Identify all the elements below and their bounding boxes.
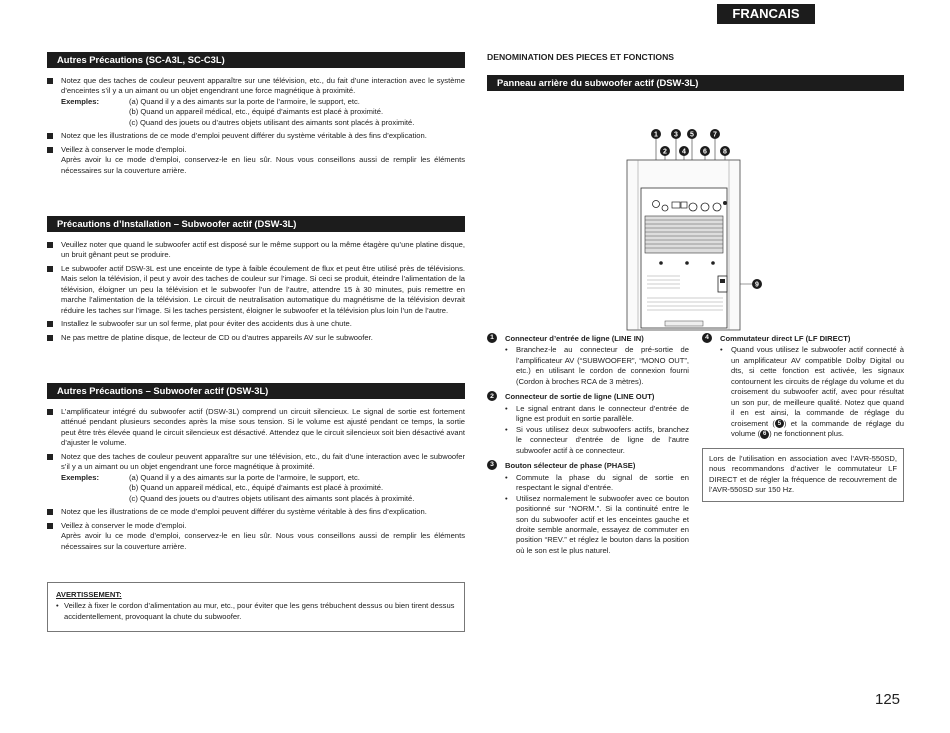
example-line: (a) Quand il y a des aimants sur la porte de l’armoire, le support, etc. xyxy=(129,96,360,106)
list-item: Notez que des taches de couleur peuvent apparaître sur une télévision, etc., du fait d’une interaction avec le subwoofer s’il y a un aimant ou un objet engendrant une force magnétique à proximité. Exemples: (a) Quand il y a des aimants sur la porte de l’armoire, le support, etc. (b) Quand un appareil médical, etc., équipé d’aimants est placé à proximité. (c) Quand des jouets ou d’autres objets utilisant des aimants sont placés à proximité. xyxy=(47,452,465,504)
language-tab: FRANCAIS xyxy=(717,4,815,24)
item-phase xyxy=(487,461,689,556)
item-number-badge: 2 xyxy=(487,391,497,401)
examples-label: Exemples: xyxy=(61,472,99,482)
list-item: Veillez à conserver le mode d’emploi. Après avoir lu ce mode d’emploi, conservez-le en lieu sûr. Nous vous conseillons aussi de remplir les éléments nécessaires sur la couverture arrière. xyxy=(47,521,465,552)
ref-number: 6 xyxy=(760,430,769,439)
list-item: Notez que les illustrations de ce mode d’emploi peuvent différer du système véritable à des fins d’explication. xyxy=(47,131,465,141)
callout-2: 2 xyxy=(663,148,667,156)
list-item: Installez le subwoofer sur un sol ferme, plat pour éviter des accidents dus à une chute. xyxy=(47,319,465,329)
warning-title: AVERTISSEMENT: xyxy=(56,590,122,599)
item-title: Connecteur d’entrée de ligne (LINE IN) xyxy=(505,334,644,343)
item-point: • Le signal entrant dans le connecteur d’entrée de ligne est produit en sortie parallèle. xyxy=(505,404,689,425)
callout-9: 9 xyxy=(755,281,759,289)
item-number-badge: 1 xyxy=(487,333,497,343)
callout-7: 7 xyxy=(713,131,717,139)
item-list-left xyxy=(487,334,689,561)
list-item: Le subwoofer actif DSW-3L est une enceinte de type à faible écoulement de flux et peut être utilisé près de télévisions. Mais selon la télévision, il peut y avoir des taches de couleur sur l’image. Si ceci se produit, éteindre l’alimentation de la télévision, éloigner un peu la télévision et le subwoofer l’un de l’autre, attendre 15 à 30 minutes, puis remettre en marche l’alimentation de la télévision. Le circuit de neutralisation automatique du magnétisme de la télévision devrait réduire les taches sur l’image. Si les taches persistent, éloigner le subwoofer et la télévision plus loin l’un de l’autre. xyxy=(47,264,465,316)
item-lf-direct xyxy=(702,334,904,440)
page-number: 125 xyxy=(875,691,901,708)
item-point: • Si vous utilisez deux subwoofers actifs, branchez le connecteur d’entrée de ligne de l’autre subwoofer actif à ce connecteur. xyxy=(505,425,689,456)
rear-panel-illustration xyxy=(625,128,765,331)
callout-5: 5 xyxy=(690,131,694,139)
right-column xyxy=(487,52,904,91)
examples-label: Exemples: xyxy=(61,96,99,106)
item-line-out xyxy=(487,392,689,456)
examples-block xyxy=(61,97,465,128)
list-item: Notez que les illustrations de ce mode d’emploi peuvent différer du système véritable à des fins d’explication. xyxy=(47,507,465,517)
example-line: (c) Quand des jouets ou d’autres objets utilisant des aimants sont placés à proximité. xyxy=(129,493,415,503)
item-title: Commutateur direct LF (LF DIRECT) xyxy=(720,334,851,343)
left-column xyxy=(47,52,465,632)
panel-title: Panneau arrière du subwoofer actif (DSW-3L) xyxy=(487,75,904,91)
callout-3: 3 xyxy=(674,131,678,139)
section-precautions-installation xyxy=(47,216,465,383)
example-line: (b) Quand un appareil médical, etc., équipé d’aimants est placé à proximité. xyxy=(129,107,384,117)
warning-text: • Veillez à fixer le cordon d’alimentation au mur, etc., pour éviter que les gens trébuchent dessus ou bien tirent dessus accidentellement, provoquant la chute du subwoofer. xyxy=(56,601,456,622)
item-title: Connecteur de sortie de ligne (LINE OUT) xyxy=(505,392,655,402)
item-title: Bouton sélecteur de phase (PHASE) xyxy=(505,461,636,471)
callout-1: 1 xyxy=(654,131,658,139)
callout-4: 4 xyxy=(682,148,686,156)
item-point: • Utilisez normalement le subwoofer avec ce bouton positionné sur “NORM.”. Si la continuité entre le son du subwoofer actif et les enceintes gauche et droite semble anormale, essayez de commuter en position “REV.” et réglez le bouton dans la position où le son est le plus naturel. xyxy=(505,494,689,557)
warning-box xyxy=(47,582,465,632)
example-line: (a) Quand il y a des aimants sur la porte de l’armoire, le support, etc. xyxy=(129,472,360,482)
item-point: • Quand vous utilisez le subwoofer actif connecté à un amplificateur AV compatible Dolby Digital ou dts, si cette fonction est activée, les signaux contournent les circuits de réglage du volume et du croisement du subwoofer actif, avec pour résultat un son pur, de meilleure qualité. Notez que quand il en est ainsi, la commande de réglage du croisement ( 5 ) et la commande de réglage du volume ( 6 ) ne fonctionnent plus. xyxy=(720,345,904,439)
rear-panel-diagram xyxy=(625,128,765,331)
item-line-in xyxy=(487,334,689,387)
ref-number: 5 xyxy=(775,419,784,428)
list-item: Veuillez noter que quand le subwoofer actif est disposé sur le même support ou la même étagère qu’une platine disque, un bruit gênant peut se produire. xyxy=(47,240,465,261)
item-list-right xyxy=(702,334,904,502)
example-line: (b) Quand un appareil médical, etc., équipé d’aimants est placé à proximité. xyxy=(129,483,384,493)
callout-6: 6 xyxy=(703,148,707,156)
denomination-title: DENOMINATION DES PIECES ET FONCTIONS xyxy=(487,52,675,62)
item-point: • Commute la phase du signal de sortie en respectant le signal d’entrée. xyxy=(505,473,689,494)
list-item: Veillez à conserver le mode d’emploi. Après avoir lu ce mode d’emploi, conservez-le en lieu sûr. Nous vous conseillons aussi de remplir les éléments nécessaires sur la couverture arrière. xyxy=(47,145,465,176)
section-autres-precautions-enceintes xyxy=(47,52,465,216)
list-item: L’amplificateur intégré du subwoofer actif (DSW-3L) comprend un circuit silencieux. Le signal de sortie est fortement atténué pendant plusieurs secondes après la mise sous tension. Si le volume est ajusté pendant ce temps, la sortie peut être très élevée quand le circuit silencieux est désactivé. Attendez que le circuit silencieux soit bien désactivé avant d’ajuster le volume. xyxy=(47,407,465,449)
item-point: • Branchez-le au connecteur de pré-sortie de l’amplificateur AV (“SUBWOOFER”, “MONO OUT”, etc.) en utilisant le cordon de connexion fourni (Cordon à broches RCA de 3 mètres). xyxy=(505,345,689,387)
list-item: Notez que des taches de couleur peuvent apparaître sur une télévision, etc., du fait d’une interaction avec le système d’enceintes s’il y a un aimant ou un objet engendrant une force magnétique à proximité. Exemples: (a) Quand il y a des aimants sur la porte de l’armoire, le support, etc. (b) Quand un appareil médical, etc., équipé d’aimants est placé à proximité. (c) Quand des jouets ou d’autres objets utilisant des aimants sont placés à proximité. xyxy=(47,76,465,128)
section-title: Autres Précautions (SC-A3L, SC-C3L) xyxy=(47,52,465,68)
example-line: (c) Quand des jouets ou d’autres objets utilisant des aimants sont placés à proximité. xyxy=(129,117,415,127)
examples-block xyxy=(61,473,465,504)
section-autres-precautions-subwoofer xyxy=(47,383,465,582)
callout-8: 8 xyxy=(723,148,727,156)
section-title: Précautions d’Installation – Subwoofer actif (DSW-3L) xyxy=(47,216,465,232)
item-number-badge: 3 xyxy=(487,460,497,470)
section-title: Autres Précautions – Subwoofer actif (DSW-3L) xyxy=(47,383,465,399)
info-box: Lors de l’utilisation en association avec l’AVR-550SD, nous recommandons d’activer le commutateur LF DIRECT et de régler la fréquence de recouvrement de l’AVR-550SD sur 150 Hz. xyxy=(702,448,904,502)
item-number-badge: 4 xyxy=(702,333,712,343)
list-item: Ne pas mettre de platine disque, de lecteur de CD ou d’autres appareils AV sur le subwoofer. xyxy=(47,333,465,343)
